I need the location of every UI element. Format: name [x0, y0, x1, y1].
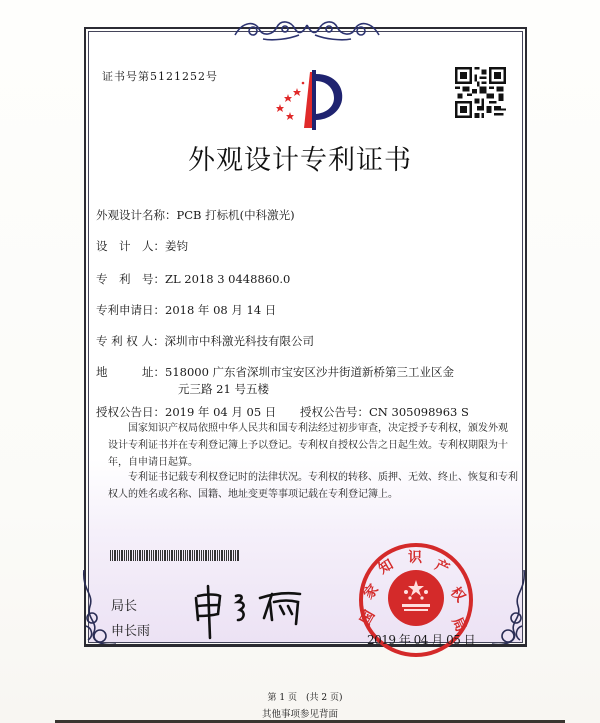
patent-number-value: ZL 2018 3 0448860.0 [165, 272, 291, 286]
director-name: 申长雨 [111, 624, 151, 639]
page-indicator: 第 1 页 (共 2 页) [267, 693, 343, 703]
notice-paragraph-1: 国家知识产权局依照中华人民共和国专利法经过初步审查，决定授予专利权，颁发外观设计专利证书并在专利登记簿上予以登记。专利权自授权公告之日起生效。专利权期限为十年，自申请日起算。 [108, 423, 508, 468]
cnipa-logo-icon [266, 66, 348, 132]
footer-note: 其他事项参见背面 [261, 709, 338, 720]
grant-date-label: 授权公告日： [96, 405, 165, 419]
grant-date-field [96, 404, 276, 420]
svg-text:国: 国 [357, 607, 379, 628]
grant-number-value: CN 305098963 S [369, 405, 469, 419]
address-field [96, 364, 454, 380]
bottom-right-ornament-icon [488, 570, 528, 650]
address-value-line2: 元三路 21 号五楼 [178, 382, 269, 396]
designer-value: 姜钧 [165, 239, 188, 253]
notice-paragraph-2: 专利证书记载专利权登记时的法律状况。专利权的转移、质押、无效、终止、恢复和专利权人的姓名或名称、国籍、地址变更等事项记载在专利登记簿上。 [108, 472, 518, 500]
qr-code-icon [455, 66, 506, 119]
address-label: 地 址： [96, 365, 165, 379]
svg-text:产: 产 [432, 557, 452, 578]
designer-field [96, 238, 188, 254]
application-date-field [96, 302, 276, 318]
grant-number-label: 授权公告号： [300, 405, 369, 419]
grant-number-field [300, 404, 469, 420]
director-title: 局长 [111, 599, 138, 614]
patentee-value: 深圳市中科激光科技有限公司 [164, 334, 314, 348]
grant-date-value: 2019 年 04 月 05 日 [165, 405, 277, 419]
svg-text:知: 知 [376, 556, 397, 578]
application-date-label: 专利申请日： [96, 303, 165, 317]
patentee-label: 专 利 权 人： [96, 334, 165, 348]
patentee-field [96, 333, 314, 349]
svg-text:家: 家 [360, 581, 383, 603]
svg-text:识: 识 [408, 550, 422, 566]
design-name-label: 外观设计名称： [96, 208, 177, 222]
director-signature-icon [190, 580, 310, 640]
certificate-title: 外观设计专利证书 [188, 145, 412, 176]
address-value: 518000 广东省深圳市宝安区沙井街道新桥第三工业区金 [165, 365, 455, 379]
patent-number-label: 专 利 号： [96, 272, 165, 286]
application-date-value: 2018 年 08 月 14 日 [165, 303, 277, 317]
svg-text:局: 局 [448, 614, 469, 635]
barcode-icon [110, 550, 240, 561]
design-name-value: PCB 打标机(中科激光) [176, 208, 295, 222]
patent-number-field [96, 271, 290, 287]
designer-label: 设 计 人： [96, 239, 165, 253]
top-ornament-icon [233, 15, 381, 43]
certificate-number: 证书号第5121252号 [102, 70, 218, 83]
design-name-field [96, 207, 295, 223]
svg-text:权: 权 [446, 584, 469, 606]
seal-date: 2019 年 04 月 05 日 [367, 633, 476, 647]
